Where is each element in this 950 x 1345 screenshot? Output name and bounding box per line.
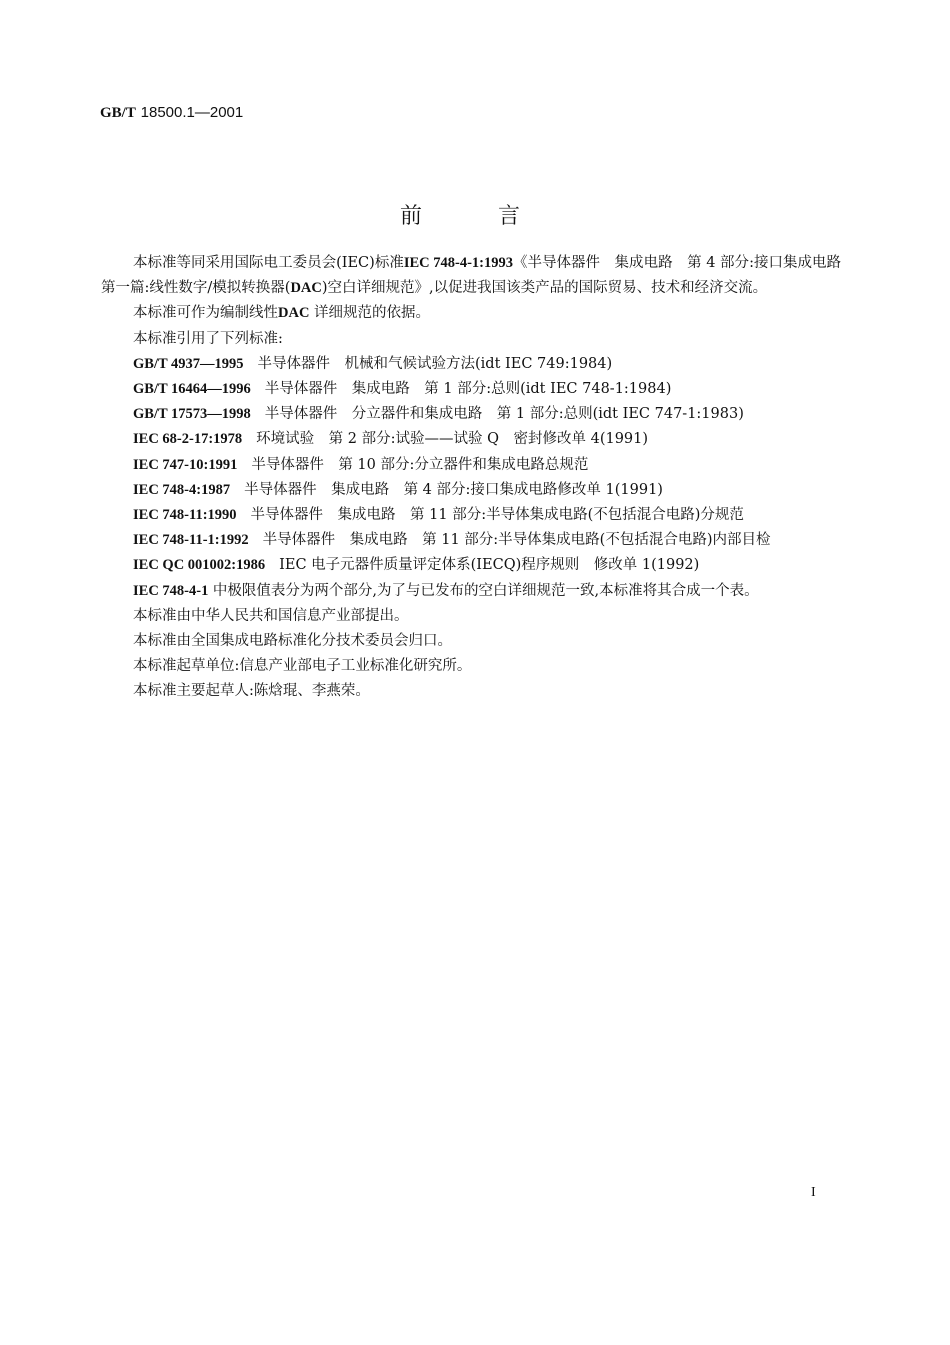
- reference-code: GB/T 4937—1995: [133, 355, 244, 372]
- title-char-1: 前: [400, 204, 423, 229]
- reference-item: [101, 402, 841, 427]
- reference-list: [101, 352, 841, 579]
- reference-code: IEC 748-11-1:1992: [133, 532, 249, 549]
- paragraph-adoption: [101, 251, 856, 301]
- reference-item: [101, 377, 841, 402]
- reference-code: GB/T 17573—1998: [133, 406, 251, 423]
- page-number: I: [811, 1185, 816, 1200]
- text: 《半导体器件 集成电路 第 4 部分:接口集成电路 第一篇:线性数字/模拟转换器(: [101, 255, 856, 297]
- text: )空白详细规范》,以促进我国该类产品的国际贸易、技术和经济交流。: [321, 280, 768, 297]
- reference-title: 半导体器件 机械和气候试验方法(idt IEC 749:1984): [257, 355, 613, 372]
- reference-item: [101, 553, 841, 578]
- paragraph-proposer: 本标准由中华人民共和国信息产业部提出。: [133, 607, 409, 624]
- standard-number: 18500.1—2001: [140, 104, 244, 121]
- title-char-2: 言: [498, 204, 521, 229]
- reference-item: [101, 427, 841, 452]
- standard-prefix: GB/T: [100, 105, 136, 121]
- reference-code: IEC 747-10:1991: [133, 456, 238, 473]
- reference-title: 半导体器件 分立器件和集成电路 第 1 部分:总则(idt IEC 747-1:1983): [264, 406, 744, 423]
- text: 中极限值表分为两个部分,为了与已发布的空白详细规范一致,本标准将其合成一个表。: [208, 582, 759, 599]
- standard-header: [100, 103, 243, 122]
- reference-title: 半导体器件 集成电路 第 1 部分:总则(idt IEC 748-1:1984): [264, 381, 672, 398]
- text: 本标准可作为编制线性: [133, 305, 278, 322]
- dac-abbrev: DAC: [278, 305, 310, 322]
- paragraph-drafters: 本标准主要起草人:陈焓琨、李燕荣。: [133, 683, 370, 700]
- reference-title: IEC 电子元器件质量评定体系(IECQ)程序规则 修改单 1(1992): [279, 557, 700, 574]
- standard-code: IEC 748-4-1: [133, 582, 209, 599]
- paragraph-drafting-unit: 本标准起草单位:信息产业部电子工业标准化研究所。: [133, 658, 472, 675]
- paragraph-references-intro: 本标准引用了下列标准:: [133, 330, 283, 347]
- reference-item: [101, 503, 841, 528]
- dac-abbrev: DAC: [290, 280, 322, 297]
- reference-code: IEC 68-2-17:1978: [133, 431, 243, 448]
- reference-item: [101, 528, 841, 553]
- paragraph-basis: [101, 301, 841, 326]
- page-title: [400, 199, 520, 230]
- reference-title: 环境试验 第 2 部分:试验——试验 Q 密封修改单 4(1991): [256, 431, 649, 448]
- reference-item: [101, 478, 841, 503]
- reference-title: 半导体器件 集成电路 第 11 部分:半导体集成电路(不包括混合电路)分规范: [250, 507, 744, 524]
- reference-title: 半导体器件 第 10 部分:分立器件和集成电路总规范: [251, 456, 589, 473]
- reference-code: IEC 748-4:1987: [133, 481, 231, 498]
- foreword-body: [101, 251, 856, 705]
- reference-item: [101, 453, 841, 478]
- reference-title: 半导体器件 集成电路 第 4 部分:接口集成电路修改单 1(1991): [244, 481, 663, 498]
- text: 详细规范的依据。: [309, 305, 431, 322]
- standard-code: IEC 748-4-1:1993: [403, 255, 513, 271]
- reference-item: [101, 352, 841, 377]
- paragraph-committee: 本标准由全国集成电路标准化分技术委员会归口。: [133, 633, 452, 650]
- reference-code: IEC 748-11:1990: [133, 507, 237, 524]
- reference-code: GB/T 16464—1996: [133, 381, 251, 398]
- reference-title: 半导体器件 集成电路 第 11 部分:半导体集成电路(不包括混合电路)内部目检: [262, 532, 771, 549]
- text: 本标准等同采用国际电工委员会(IEC)标准: [133, 255, 404, 271]
- reference-code: IEC QC 001002:1986: [133, 557, 266, 574]
- paragraph-limits-table: [101, 579, 841, 604]
